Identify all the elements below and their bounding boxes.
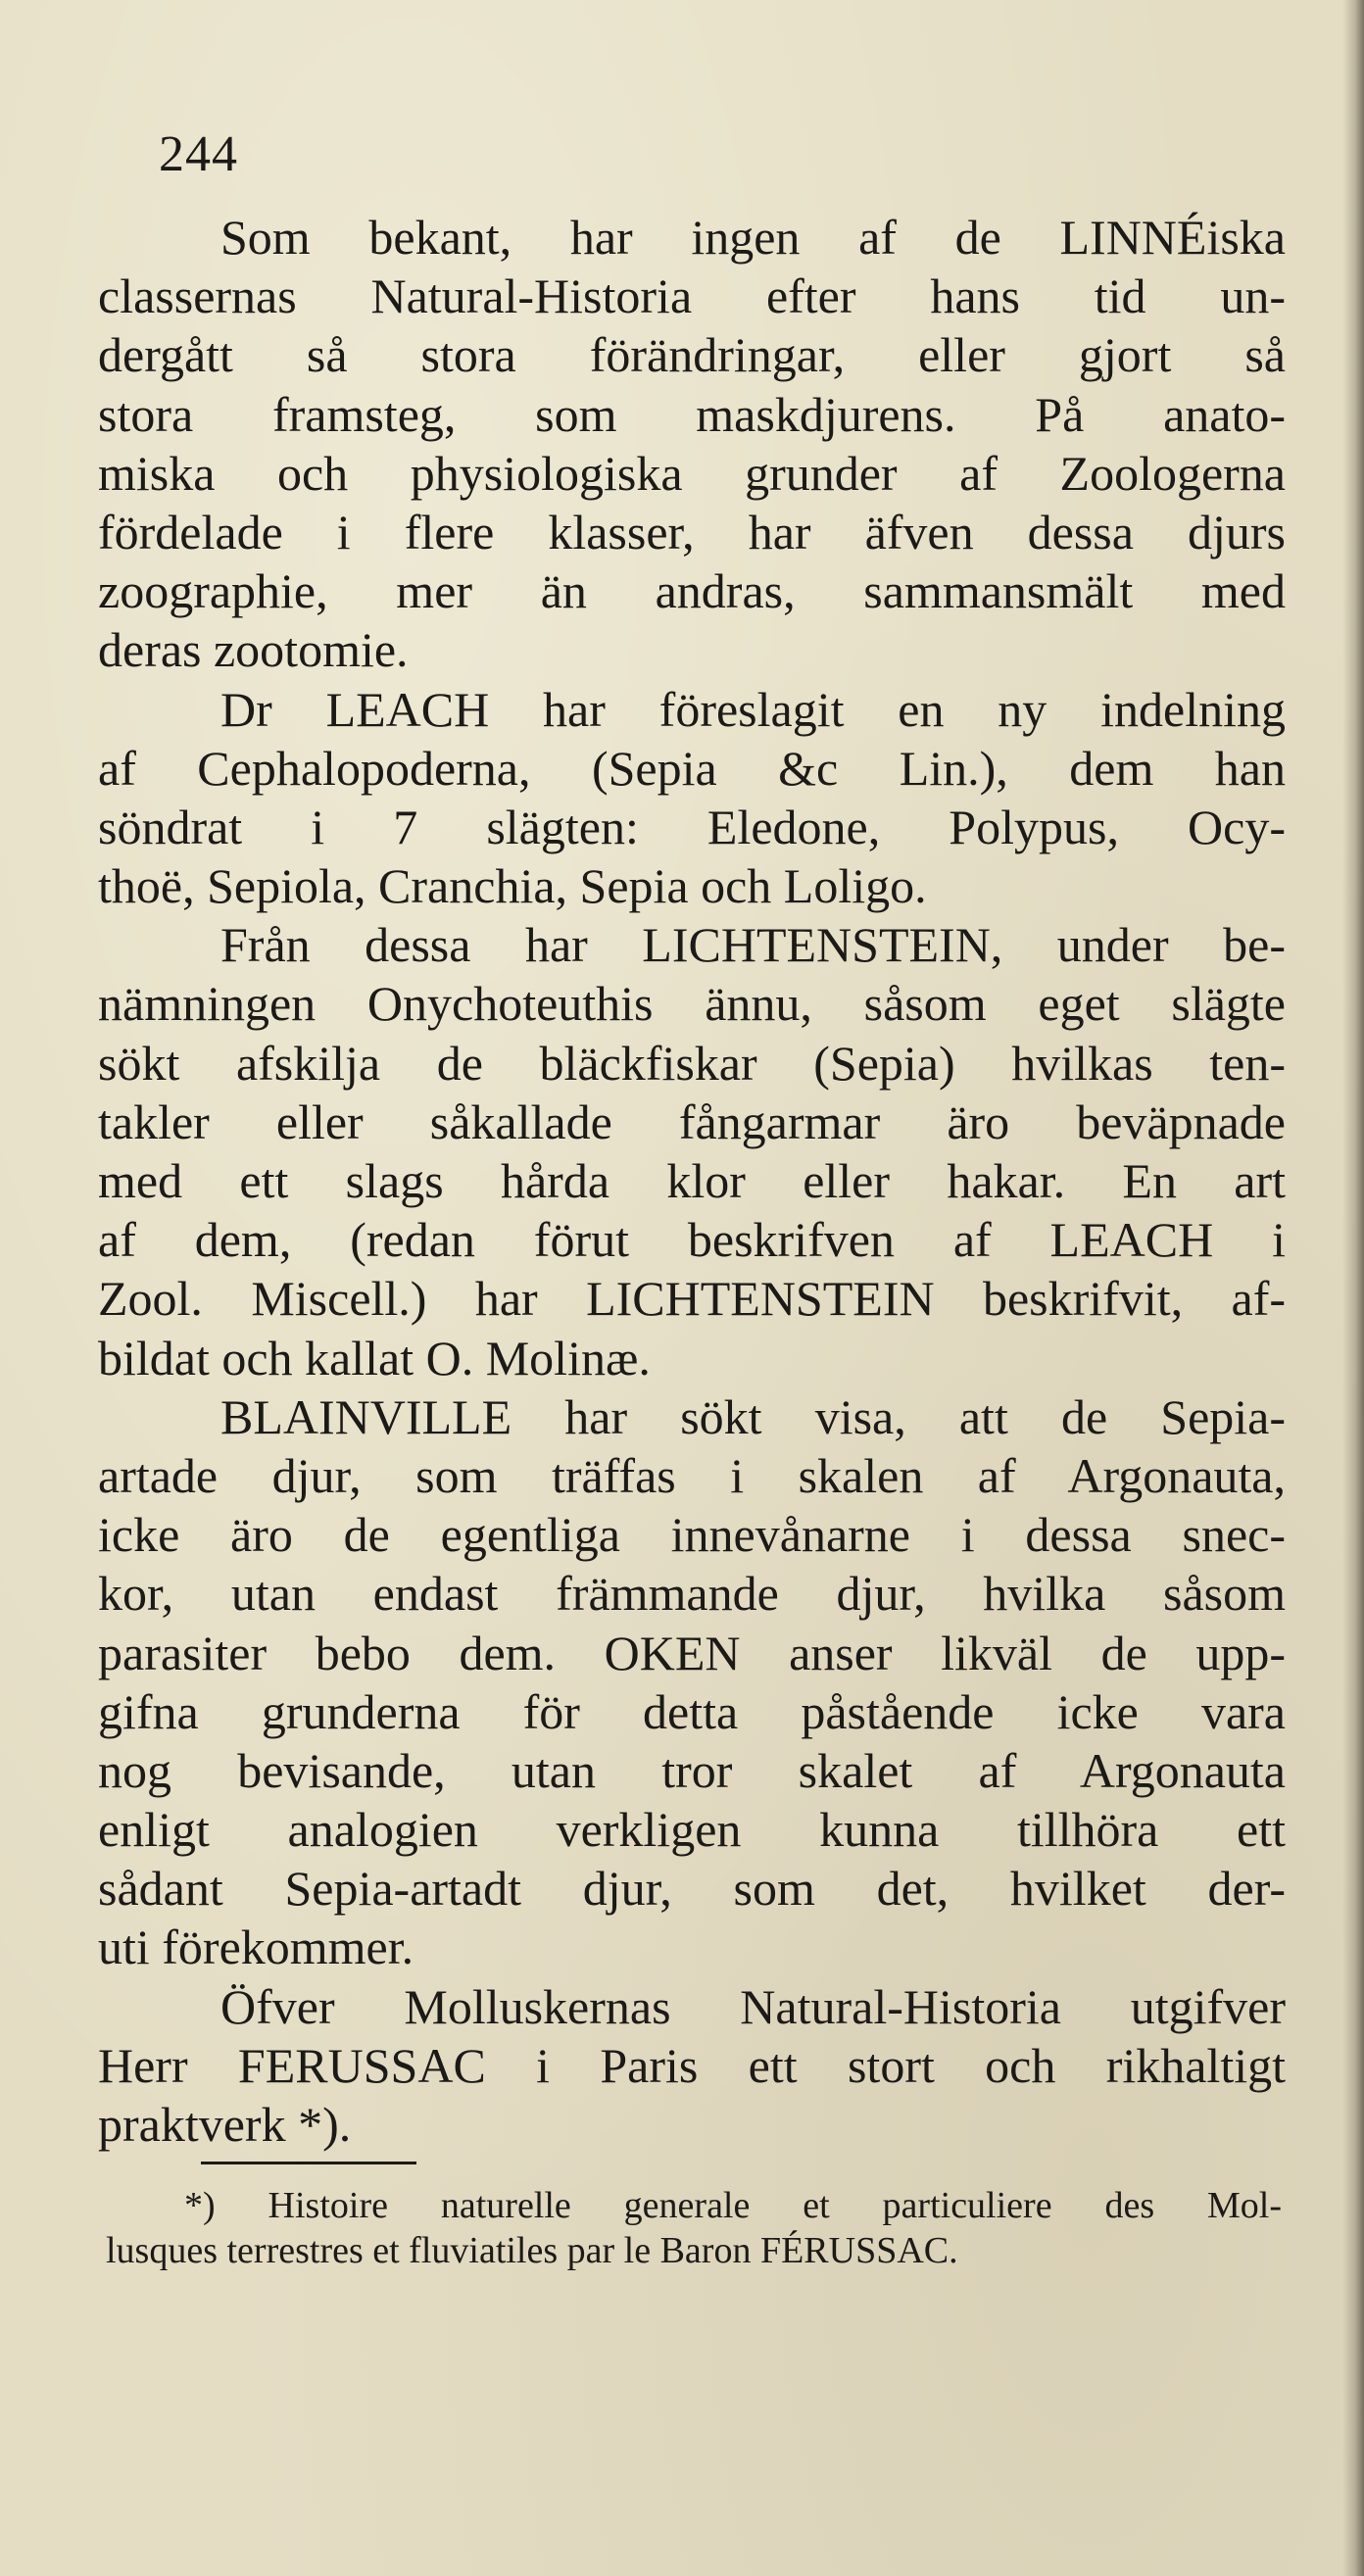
text-line: uti förekommer. (98, 1920, 414, 1975)
text-line: sådant Sepia-artadt djur, som det, hvilket der- (98, 1861, 1286, 1917)
text-line: gifna grunderna för detta påstående icke vara (98, 1683, 1286, 1739)
text-line: af dem, (redan förut beskrifven af LEACH i (98, 1212, 1286, 1268)
text-line: nog bevisande, utan tror skalet af Argonauta (98, 1742, 1286, 1798)
text-line: thoë, Sepiola, Cranchia, Sepia och Loligo. (98, 858, 927, 914)
body-text (98, 208, 1286, 2154)
paragraph (98, 915, 1286, 1387)
paragraph (98, 1977, 1286, 2155)
text-line: stora framsteg, som maskdjurens. På anato- (98, 386, 1286, 442)
text-line: Öfver Molluskernas Natural-Historia utgifver (220, 1978, 1286, 2034)
text-line: Herr FERUSSAC i Paris ett stort och rikhaltigt (98, 2037, 1286, 2093)
text-line: Zool. Miscell.) har LICHTENSTEIN beskrifvit, af- (98, 1271, 1286, 1327)
page-number: 244 (159, 126, 238, 182)
text-line: söndrat i 7 slägten: Eledone, Polypus, Ocy- (98, 799, 1286, 854)
text-line: kor, utan endast främmande djur, hvilka såsom (98, 1566, 1286, 1622)
text-line: enligt analogien verkligen kunna tillhöra ett (98, 1802, 1286, 1858)
paragraph (98, 680, 1286, 916)
text-line: deras zootomie. (98, 622, 409, 678)
text-line: Dr LEACH har föreslagit en ny indelning (220, 681, 1286, 737)
text-line: sökt afskilja de bläckfiskar (Sepia) hvilkas ten- (98, 1035, 1286, 1091)
text-line: Som bekant, har ingen af de LINNÉiska (220, 210, 1286, 265)
text-line: praktverk *). (98, 2097, 352, 2152)
text-line: takler eller såkallade fångarmar äro beväpnade (98, 1094, 1286, 1149)
text-line: BLAINVILLE har sökt visa, att de Sepia- (220, 1388, 1286, 1444)
footnote (106, 2183, 1282, 2273)
page-gutter-shadow (1342, 0, 1364, 2576)
paragraph (98, 1387, 1286, 1977)
text-line: zoographie, mer än andras, sammansmält med (98, 563, 1286, 619)
text-line: bildat och kallat O. Molinæ. (98, 1330, 651, 1385)
paragraph (98, 208, 1286, 680)
text-line: nämningen Onychoteuthis ännu, såsom eget slägte (98, 976, 1286, 1032)
text-line: Från dessa har LICHTENSTEIN, under be- (220, 917, 1286, 973)
text-line: classernas Natural-Historia efter hans tid un- (98, 268, 1286, 324)
text-line: miska och physiologiska grunder af Zoologerna (98, 445, 1286, 501)
text-line: fördelade i flere klasser, har äfven dessa djurs (98, 504, 1286, 559)
footnote-line: *) Histoire naturelle generale et particuliere des Mol- (184, 2185, 1282, 2226)
footnote-divider (201, 2162, 416, 2164)
text-line: artade djur, som träffas i skalen af Argonauta, (98, 1447, 1286, 1503)
text-line: af Cephalopoderna, (Sepia &c Lin.), dem han (98, 740, 1286, 796)
text-line: parasiter bebo dem. OKEN anser likväl de upp- (98, 1625, 1286, 1680)
text-line: dergått så stora förändringar, eller gjort så (98, 327, 1286, 383)
text-line: icke äro de egentliga innevånarne i dessa snec- (98, 1507, 1286, 1563)
text-line: med ett slags hårda klor eller hakar. En art (98, 1153, 1286, 1208)
footnote-line: lusques terrestres et fluviatiles par le Baron FÉRUSSAC. (106, 2230, 958, 2271)
